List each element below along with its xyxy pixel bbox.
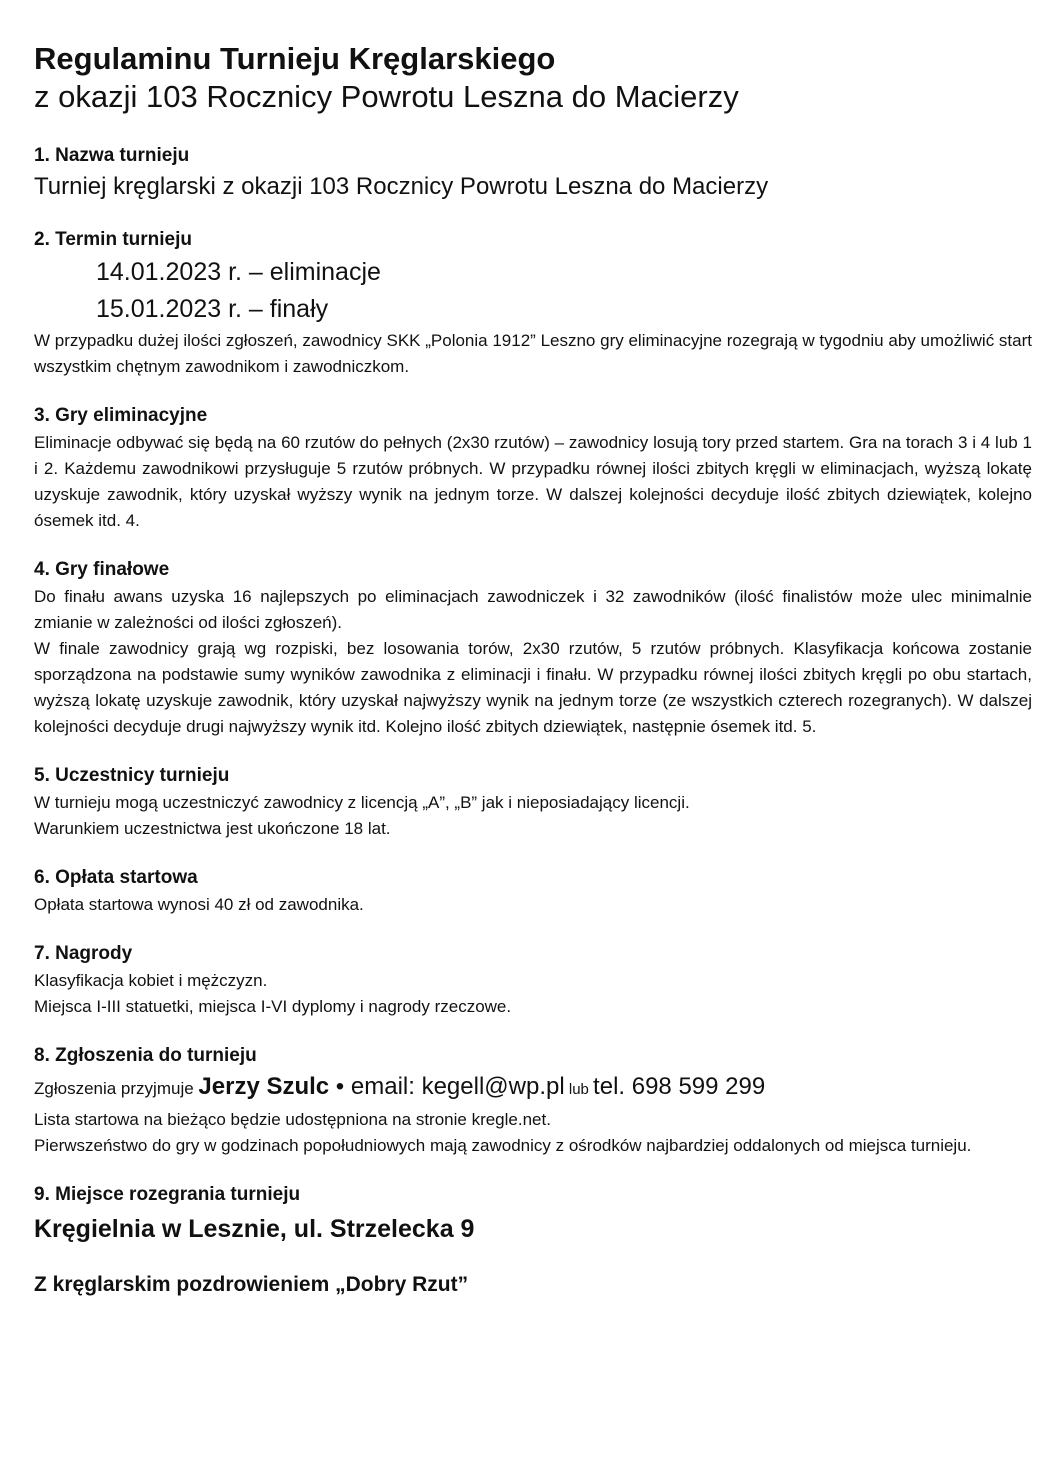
section-heading: 9. Miejsce rozegrania turnieju: [34, 1184, 301, 1205]
document-subtitle: z okazji 103 Rocznicy Powrotu Leszna do Macierzy: [34, 79, 739, 114]
finals-text-2: W finale zawodnicy grają wg rozpiski, bez losowania torów, 2x30 rzutów, 5 rzutów próbnych. Klasyfikacja końcowa zostanie sporządzona na podstawie sumy wyników zawodnika z eliminacji i finału. W przypadku równej ilości zbitych kręgli po obu startach, wyższą lokatę uzyskuje zawodnik, który uzyskał najwyższy wynik na jednym torze (ze wszystkich czterech rozegranych). W dalszej kolejności decyduje drugi najwyższy wynik itd. Kolejno ilość zbitych dziewiątek, następnie ósemek itd. 5.: [34, 639, 1032, 736]
section-eliminations: [34, 404, 1032, 534]
section-heading: 8. Zgłoszenia do turnieju: [34, 1045, 257, 1066]
section-finals: [34, 558, 1032, 740]
section-heading: 4. Gry finałowe: [34, 559, 170, 580]
section-heading: 7. Nagrody: [34, 943, 133, 964]
entry-fee-text: Opłata startowa wynosi 40 zł od zawodnika.: [34, 895, 364, 914]
contact-or: lub: [564, 1081, 594, 1098]
prizes-text-1: Klasyfikacja kobiet i mężczyzn.: [34, 971, 268, 990]
participants-text-1: W turnieju mogą uczestniczyć zawodnicy z licencją „A”, „B” jak i nieposiadający licencji.: [34, 793, 690, 812]
contact-bullet: •: [329, 1073, 351, 1100]
section-heading: 6. Opłata startowa: [34, 867, 198, 888]
date-finals: 15.01.2023 r. – finały: [96, 295, 329, 323]
section-prizes: [34, 942, 1032, 1020]
registration-contact: [34, 1070, 1032, 1107]
section-venue: [34, 1183, 1032, 1247]
document-title: Regulaminu Turnieju Kręglarskiego: [34, 41, 556, 76]
document: [34, 40, 1032, 1299]
registration-text-1: Lista startowa na bieżąco będzie udostępniona na stronie kregle.net.: [34, 1110, 551, 1129]
section-heading: 5. Uczestnicy turnieju: [34, 765, 230, 786]
contact-email[interactable]: email: kegell@wp.pl: [350, 1073, 565, 1100]
participants-text-2: Warunkiem uczestnictwa jest ukończone 18 lat.: [34, 819, 391, 838]
tournament-name-text: Turniej kręglarski z okazji 103 Rocznicy Powrotu Leszna do Macierzy: [34, 173, 769, 200]
section-tournament-dates: [34, 228, 1032, 380]
finals-text-1: Do finału awans uzyska 16 najlepszych po eliminacjach zawodniczek i 32 zawodników (ilość finalistów może ulec minimalnie zmianie w zależności od ilości zgłoszeń).: [34, 587, 1032, 632]
registration-text-2: Pierwszeństwo do gry w godzinach popołudniowych mają zawodnicy z ośrodków najbardziej oddalonych od miejsca turnieju.: [34, 1136, 972, 1155]
venue-address: Kręgielnia w Lesznie, ul. Strzelecka 9: [34, 1215, 475, 1243]
section-entry-fee: [34, 866, 1032, 918]
section-heading: 2. Termin turnieju: [34, 229, 193, 250]
prizes-text-2: Miejsca I-III statuetki, miejsca I-VI dyplomy i nagrody rzeczowe.: [34, 997, 512, 1016]
section-participants: [34, 764, 1032, 842]
section-registration: [34, 1044, 1032, 1159]
section-heading: 3. Gry eliminacyjne: [34, 405, 208, 426]
section-heading: 1. Nazwa turnieju: [34, 145, 190, 166]
contact-phone[interactable]: tel. 698 599 299: [593, 1073, 766, 1100]
closing-greeting: Z kręglarskim pozdrowieniem „Dobry Rzut”: [34, 1273, 469, 1296]
date-eliminations: 14.01.2023 r. – eliminacje: [96, 258, 381, 286]
section-tournament-name: [34, 144, 1032, 204]
eliminations-text: Eliminacje odbywać się będą na 60 rzutów do pełnych (2x30 rzutów) – zawodnicy losują tory przed startem. Gra na torach 3 i 4 lub 1 i 2. Każdemu zawodnikowi przysługuje 5 rzutów próbnych. W przypadku równej ilości zbitych kręgli w eliminacjach, wyższą lokatę uzyskuje zawodnik, który uzyskał wyższy wynik na jednym torze. W dalszej kolejności decyduje ilość zbitych dziewiątek, kolejno ósemek itd. 4.: [34, 433, 1032, 530]
dates-note: W przypadku dużej ilości zgłoszeń, zawodnicy SKK „Polonia 1912” Leszno gry eliminacyjne rozegrają w tygodniu aby umożliwić start wszystkim chętnym zawodnikom i zawodniczkom.: [34, 331, 1032, 376]
contact-prefix: Zgłoszenia przyjmuje: [34, 1079, 199, 1098]
contact-name: Jerzy Szulc: [198, 1073, 330, 1100]
